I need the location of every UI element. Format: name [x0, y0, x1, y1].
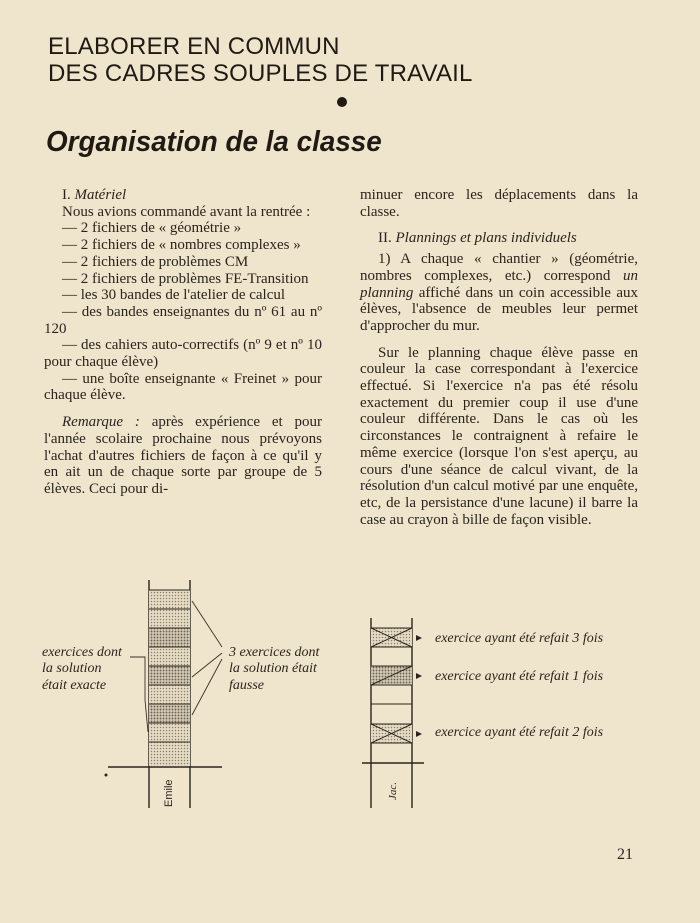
title-line-1: ELABORER EN COMMUN: [48, 33, 340, 60]
list-item: — une boîte enseignante « Freinet » pour chaque élève.: [44, 370, 322, 404]
column-name-jac: Jac.: [387, 781, 399, 800]
list-item: — 2 fichiers de problèmes CM: [62, 253, 249, 270]
label-exact-line1: exercices dont: [42, 645, 122, 660]
label-false-line2: la solution était: [229, 661, 317, 676]
label-false-line1: 3 exercices dont: [229, 645, 320, 660]
column-name-emile: Emile: [163, 779, 175, 807]
planning-paragraph: 1) A chaque « chantier » (géométrie, nombres complexes, etc.) correspond un planning affiché dans un coin accessible aux élèves, l'absence de meubles leur permet d'approcher du mur.: [360, 251, 638, 334]
planning-usage-paragraph: Sur le planning chaque élève passe en couleur la case correspondant à l'exercice effectué. Si l'exercice n'a pas été résolu exactement du premier coup il use d'une couleur différente. Dans le cas où les circonstances le contraignent à refaire le même exercice (lorsque l'on s'est aperçu, au cours d'une séance de calcul vivant, de la résolution d'un calcul motivé par une enquête, etc, de la persistance d'une lacune) il barre la case au crayon à bille de façon visible.: [360, 344, 638, 528]
label-false-line3: fausse: [229, 678, 264, 693]
legend-refait-1: exercice ayant été refait 1 fois: [435, 669, 604, 684]
label-exact-line3: était exacte: [42, 678, 107, 693]
list-item: — 2 fichiers de problèmes FE-Transition: [62, 270, 309, 287]
section-title: Organisation de la classe: [46, 126, 382, 158]
list-item: — les 30 bandes de l'atelier de calcul: [62, 287, 286, 304]
page-number: 21: [617, 846, 633, 863]
planning-jac: [362, 618, 604, 808]
heading-plannings: II. Plannings et plans individuels: [378, 230, 577, 247]
legend-refait-2: exercice ayant été refait 2 fois: [435, 725, 604, 740]
heading-materiel: I. Matériel: [62, 187, 127, 203]
planning-emile: [42, 580, 321, 808]
list-item: — 2 fichiers de « nombres complexes »: [62, 237, 301, 254]
remark-paragraph: Remarque : après expérience et pour l'année scolaire prochaine nous prévoyons l'achat d'autres fichiers de façon à ce qu'il y en ait un de chaque sorte par groupe de 5 élèves. Ceci pour di-: [44, 414, 322, 497]
list-item: — 2 fichiers de « géométrie »: [62, 220, 242, 237]
intro-paragraph: Nous avions commandé avant la rentrée :: [62, 203, 311, 220]
list-item: — des cahiers auto-correctifs (nº 9 et nº 10 pour chaque élève): [44, 337, 322, 371]
continuation-paragraph: minuer encore les déplacements dans la classe.: [360, 187, 638, 220]
title-line-2: DES CADRES SOUPLES DE TRAVAIL: [48, 60, 473, 87]
legend-refait-3: exercice ayant été refait 3 fois: [435, 631, 604, 646]
list-item: — des bandes enseignantes du nº 61 au nº 120: [44, 303, 322, 337]
label-exact-line2: la solution: [42, 661, 102, 676]
